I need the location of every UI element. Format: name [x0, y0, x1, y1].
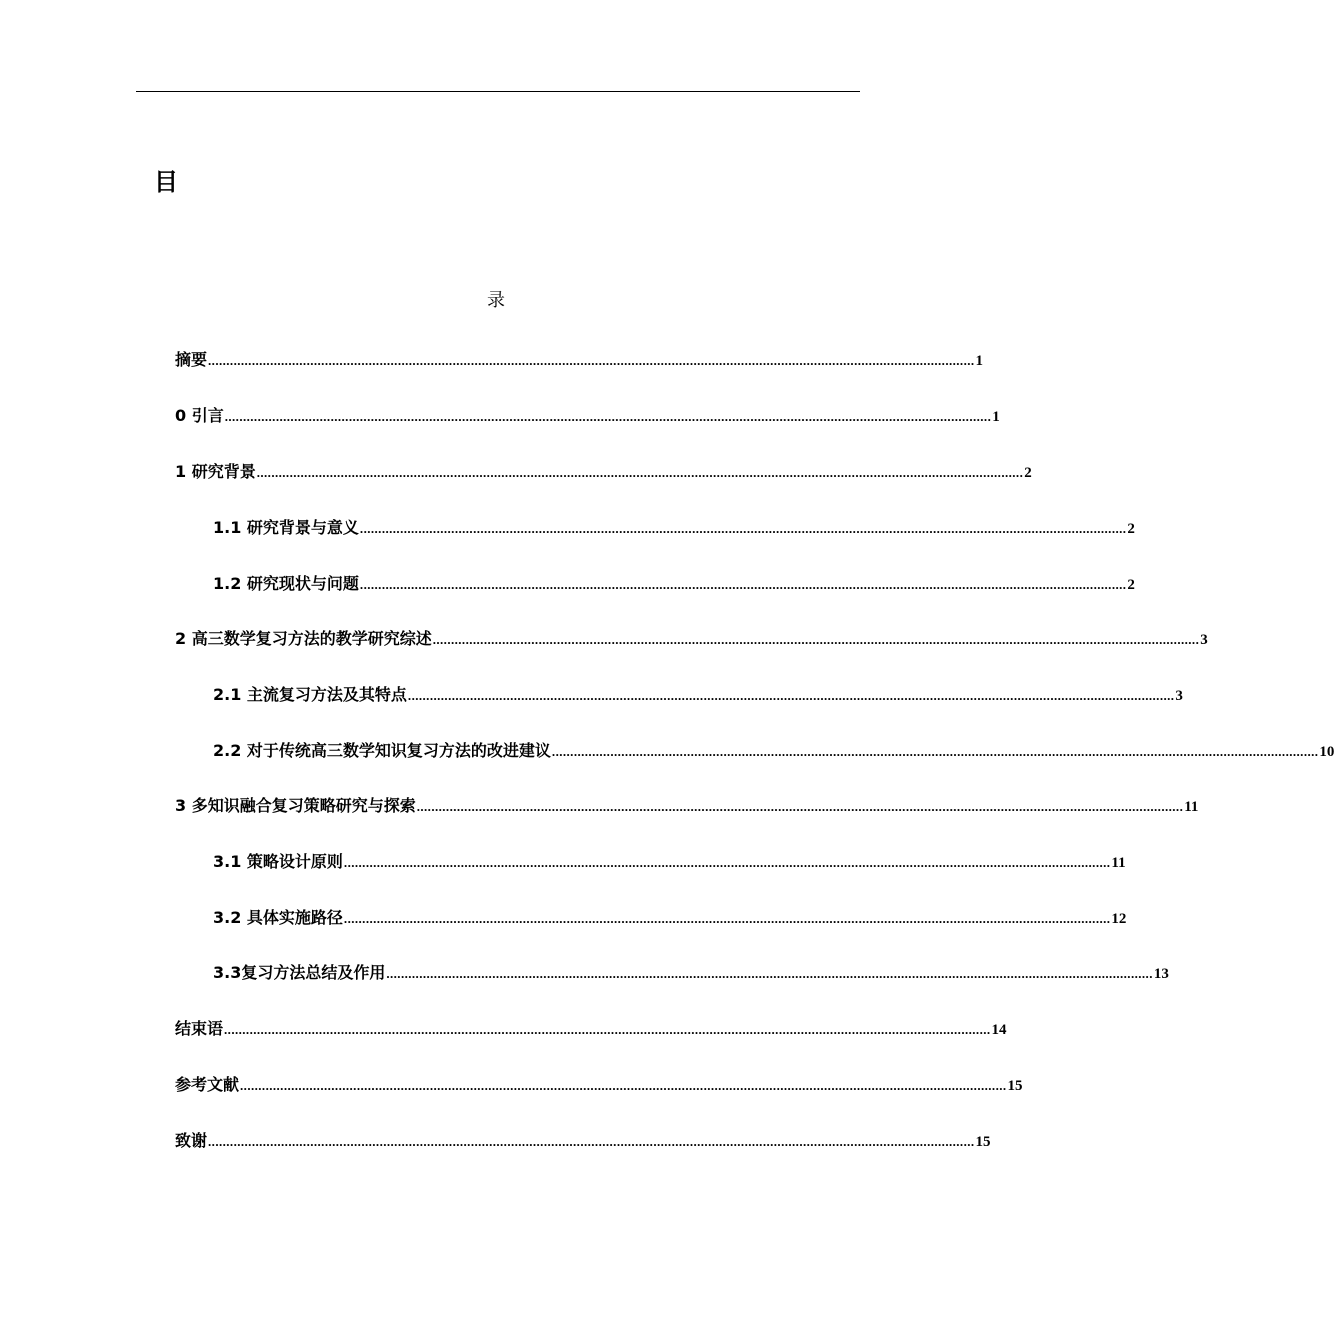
toc-leader-dots: ..................................................................................................................................................................................................................	[386, 966, 1153, 981]
toc-leader-dots: ..................................................................................................................................................................................................................	[407, 688, 1175, 703]
toc-page-number: 3	[1200, 632, 1208, 648]
toc-page-number: 13	[1153, 966, 1169, 982]
toc-entry-label: 1 研究背景	[175, 462, 256, 481]
toc-page-number: 2	[1024, 465, 1032, 481]
toc-leader-dots: ..................................................................................................................................................................................................................	[432, 632, 1200, 647]
toc-entry-label: 3.3复习方法总结及作用	[213, 963, 386, 982]
toc-entry-section-3-2[interactable]	[213, 906, 1127, 930]
toc-entry-section-3-1[interactable]	[213, 850, 1126, 874]
toc-leader-dots: ..................................................................................................................................................................................................................	[343, 911, 1111, 926]
toc-leader-dots: ..................................................................................................................................................................................................................	[343, 855, 1111, 870]
toc-entry-conclusion[interactable]	[175, 1017, 1007, 1041]
toc-entry-label: 3 多知识融合复习策略研究与探索	[175, 796, 416, 815]
toc-leader-dots: ..................................................................................................................................................................................................................	[359, 577, 1127, 592]
toc-page-number: 11	[1184, 799, 1199, 815]
toc-entry-chapter-1[interactable]	[175, 460, 1032, 484]
toc-leader-dots: ..................................................................................................................................................................................................................	[224, 1022, 991, 1037]
toc-page-number: 15	[1007, 1078, 1023, 1094]
toc-page-number: 2	[1127, 521, 1135, 537]
toc-entry-label: 结束语	[175, 1019, 224, 1038]
toc-page-number: 15	[975, 1134, 991, 1150]
toc-entry-label: 参考文献	[175, 1075, 240, 1094]
toc-entry-label: 0 引言	[175, 406, 224, 425]
toc-page-number: 12	[1111, 911, 1127, 927]
toc-entry-section-1-2[interactable]	[213, 572, 1135, 596]
toc-page-number: 14	[991, 1022, 1007, 1038]
toc-entry-acknowledgements[interactable]	[175, 1129, 991, 1153]
toc-entry-section-3-3[interactable]	[213, 961, 1169, 985]
toc-entry-label: 致谢	[175, 1131, 208, 1150]
toc-entry-chapter-3[interactable]	[175, 794, 1199, 818]
toc-page-number: 2	[1127, 577, 1135, 593]
toc-leader-dots: ..................................................................................................................................................................................................................	[359, 521, 1127, 536]
toc-page-number: 1	[992, 409, 1000, 425]
toc-entry-introduction[interactable]	[175, 404, 1000, 428]
header-rule	[136, 91, 860, 92]
toc-entry-section-1-1[interactable]	[213, 516, 1135, 540]
toc-entry-label: 摘要	[175, 350, 208, 369]
toc-page-number: 10	[1319, 744, 1334, 760]
toc-leader-dots: ..................................................................................................................................................................................................................	[208, 1134, 975, 1149]
toc-title-first-char: 目	[154, 168, 178, 196]
toc-entry-label: 3.2 具体实施路径	[213, 908, 343, 927]
toc-entry-section-2-1[interactable]	[213, 683, 1183, 707]
toc-entry-label: 1.2 研究现状与问题	[213, 574, 359, 593]
toc-leader-dots: ..................................................................................................................................................................................................................	[256, 465, 1024, 480]
toc-entry-chapter-2[interactable]	[175, 627, 1208, 651]
toc-leader-dots: ..................................................................................................................................................................................................................	[208, 353, 975, 368]
toc-page-number: 1	[975, 353, 984, 369]
toc-entry-label: 2.1 主流复习方法及其特点	[213, 685, 407, 704]
toc-leader-dots: ..................................................................................................................................................................................................................	[224, 409, 992, 424]
toc-title-second-char: 录	[487, 290, 505, 311]
toc-entry-abstract[interactable]	[175, 348, 984, 372]
toc-entry-references[interactable]	[175, 1073, 1023, 1097]
toc-leader-dots: ..................................................................................................................................................................................................................	[416, 799, 1184, 814]
toc-page-number: 11	[1111, 855, 1126, 871]
toc-entry-label: 1.1 研究背景与意义	[213, 518, 359, 537]
toc-entry-label: 2 高三数学复习方法的教学研究综述	[175, 629, 432, 648]
toc-page-number: 3	[1175, 688, 1183, 704]
toc-leader-dots: ..................................................................................................................................................................................................................	[551, 744, 1319, 759]
toc-entry-label: 3.1 策略设计原则	[213, 852, 343, 871]
toc-entry-section-2-2[interactable]	[213, 739, 1334, 763]
toc-entry-label: 2.2 对于传统高三数学知识复习方法的改进建议	[213, 741, 551, 760]
toc-leader-dots: ..................................................................................................................................................................................................................	[240, 1078, 1007, 1093]
